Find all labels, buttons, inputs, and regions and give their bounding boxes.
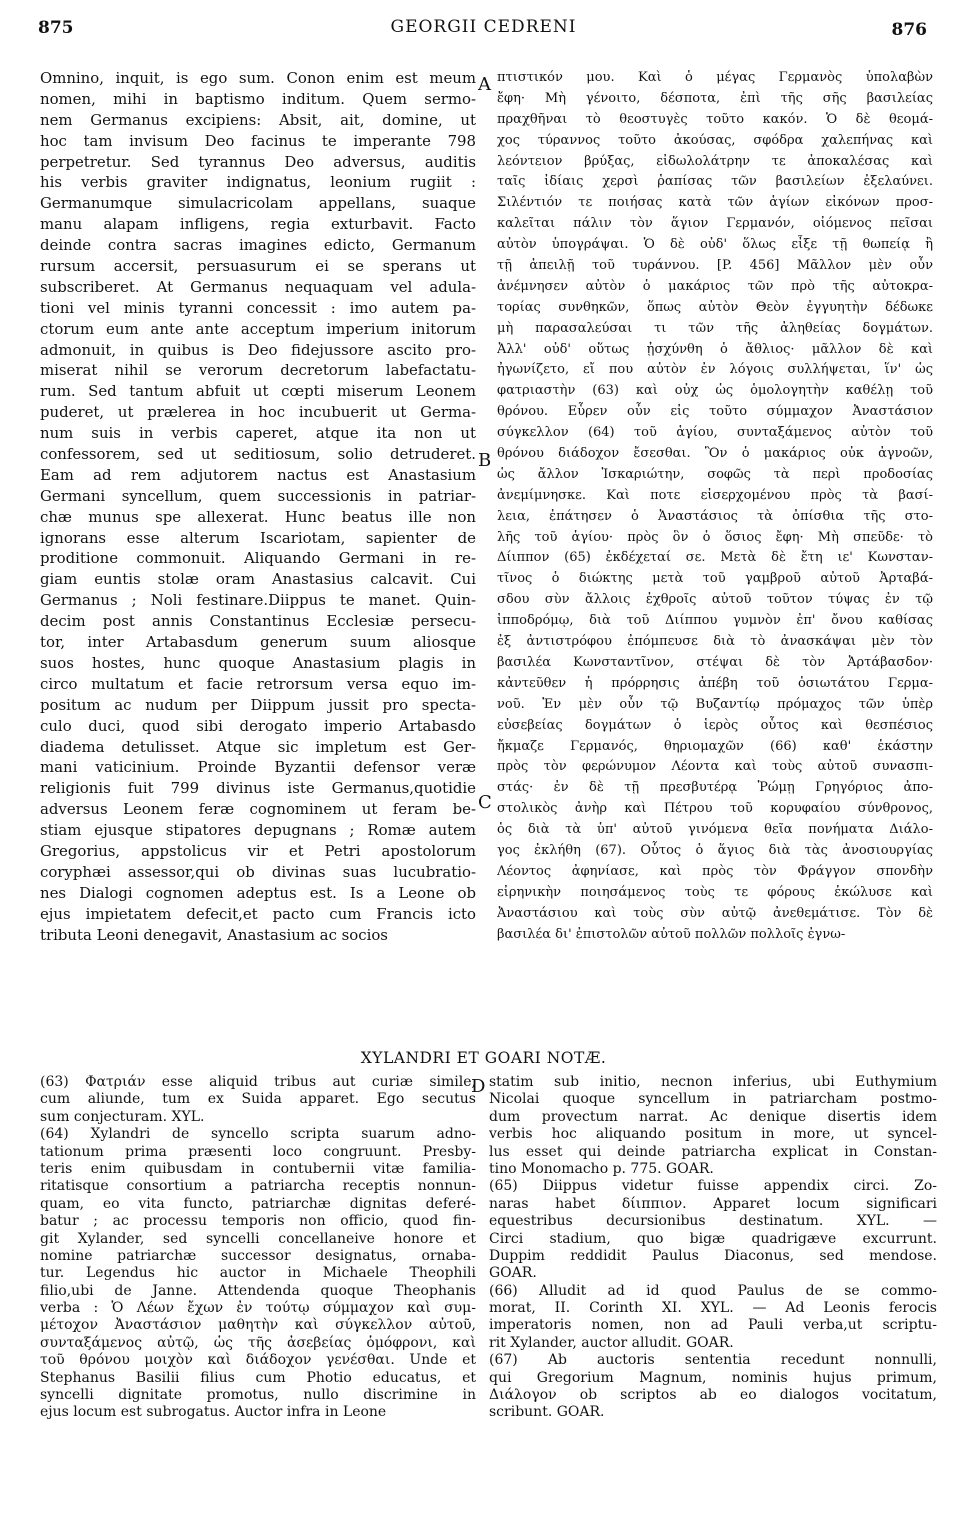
text-line: equestribus decursionibus destinatum. XYL. —	[489, 1213, 937, 1230]
text-line: puderet, ut prælerea in hoc incubuerit ut Germa-	[40, 403, 476, 422]
text-line: πραχθῆναι τὸ θεοστυγὲς τοῦτο κακόν. Ὁ δὲ θεομά-	[497, 111, 933, 127]
margin-letter-a: A	[478, 74, 491, 95]
text-line: dum provectum narrat. Ac denique disertis idem	[489, 1108, 937, 1125]
text-line: εἰρηνικὴν ποιησάμενος τοὺς τε φόρους ἐκώλυσε καὶ	[497, 884, 933, 900]
text-line: positum ac nudum per Diippum jussit pro specta-	[40, 695, 476, 714]
text-line: chæ munus spe allexerat. Hunc beatus ille non	[40, 507, 476, 526]
text-line: suos hostes, hunc quoque Anastasium plagis in	[40, 653, 476, 672]
text-line: τῇ ἀπειλῇ τοῦ τυράννου. [P. 456] Μᾶλλον μὲν οὖν	[497, 258, 933, 274]
text-line: mani vaticinium. Proinde Byzantii defensor veræ	[40, 758, 476, 777]
text-line: μὴ παρασαλεύσαι τι τῶν τῆς ἀληθείας δογμάτων.	[497, 320, 933, 336]
text-line: verba : Ὁ Λέων ἔχων ἐν τούτῳ σύμμαχον καὶ συμ-	[40, 1300, 476, 1317]
margin-letter-b: B	[478, 450, 492, 471]
text-line: κἀντεῦθεν ἡ πρόρρησις ἀπέβη τοῦ ὁσιωτάτου Γερμα-	[497, 675, 933, 691]
text-line: stiam ejusque stipatores depugnans ; Romæ autem	[40, 821, 476, 840]
text-line: (66) Alludit ad id quod Paulus de se commo-	[489, 1282, 937, 1299]
text-line: Circi stadium, quo bigæ quadrigæve excurrunt.	[489, 1230, 937, 1247]
text-line: χος τύραννος τοῦτο ἀκούσας, σφόδρα χαλεπήνας καὶ	[497, 132, 933, 148]
text-line: αὐτὸν ὑπογράψαι. Ὁ δὲ οὐδ' ὅλως εἶξε τῇ θωπείᾳ ἢ	[497, 237, 933, 253]
text-line: στάς· ἐν δὲ τῇ πρεσβυτέρᾳ Ῥώμῃ Γρηγόριος ἀπο-	[497, 780, 933, 796]
margin-letter-d: D	[471, 1076, 486, 1097]
text-line: συνταξάμενος αὐτῷ, ὡς τῆς ἀσεβείας ὁμόφρονι, καὶ	[40, 1334, 476, 1351]
text-line: diadema detulisset. Atque sic impletum est Ger-	[40, 737, 476, 756]
text-line: ἠγωνίζετο, εἴ που αὐτὸν ἐν λόγοις συλλήψεται, ἵν' ὡς	[497, 362, 933, 378]
text-line: miserat nihil se verorum decretorum labefactatu-	[40, 361, 476, 380]
text-line: σύγκελλον (64) τοῦ ἁγίου, συνταξάμενος αὐτὸν τοῦ	[497, 425, 933, 441]
text-line: religionis fuit 799 divinus iste Germanus,quotidie	[40, 779, 476, 798]
text-line: ἤκμαζε Γερμανός, θηριομαχῶν (66) καθ' ἑκάστην	[497, 738, 933, 754]
text-line: Eam ad rem adjutorem nactus est Anastasium	[40, 465, 476, 484]
notes-heading: XYLANDRI ET GOARI NOTÆ.	[360, 1049, 607, 1067]
text-line: Gregorius, appstolicus vir et Petri apostolorum	[40, 841, 476, 860]
text-line: Duppim reddidit Paulus Diaconus, sed mendose.	[489, 1247, 937, 1264]
text-line: Germanus ; Noli festinare.Diippus te manet. Quin-	[40, 591, 476, 610]
text-line: σδου σὺν ἄλλοις ἐχθροῖς αὐτοῦ τοῦτον τύψας ἐν τῷ	[497, 592, 933, 608]
text-line: Ἀναστάσιου καὶ τοὺς σὺν αὐτῷ ἀνεθεμάτισε. Τὸν δὲ	[497, 905, 933, 921]
text-line: scribunt. GOAR.	[489, 1404, 605, 1421]
text-line: θρόνου. Εὗρεν οὖν εἰς τοῦτο σύμμαχον Ἀναστάσιον	[497, 404, 933, 420]
text-line: git Xylander, sed syncelli concellaneive honore et	[40, 1230, 476, 1247]
text-line: batur ; ac processu temporis non officio, quod fin-	[40, 1213, 476, 1230]
text-line: naras habet δίιππιον. Apparet locum significari	[489, 1195, 937, 1212]
text-line: τῖνος ὁ διώκτης μετὰ τοῦ γαμβροῦ αὐτοῦ Ἀρταβά-	[497, 571, 933, 587]
text-line: γος ἐκλήθη (67). Οὗτος ὁ ἅγιος διὰ τὰς ἀνοσιουργίας	[497, 842, 933, 858]
text-line: ignorans esse alterum Iscariotam, sapienter de	[40, 528, 476, 547]
text-line: Germanumque simulacricolam appellans, suaque	[40, 194, 476, 213]
text-line: Λέοντος ἀφηνίασε, καὶ πρὸς τὸν Φράγγον σπονδὴν	[497, 863, 933, 879]
text-line: subscriberet. At Germanus nequaquam vel adula-	[40, 277, 476, 296]
text-line: ὡς ἄλλον Ἰσκαριώτην, σοφῶς τὰ περὶ προδοσίας	[497, 466, 933, 482]
text-line: nomen, mihi in baptismo inditum. Quem sermo-	[40, 89, 476, 108]
text-line: θρόνου διάδοχον ἔσεσθαι. Ὃν ὁ μακάριος οὐκ ἀγνοῶν,	[497, 446, 933, 462]
text-line: imperatoris nomen, non ad Pauli verba,ut scriptu-	[489, 1317, 937, 1334]
text-line: ταῖς ἰδίαις χερσὶ ῥαπίσας τῶν βασιλείων ἐξελαύνει.	[497, 174, 933, 190]
text-line: culo duci, quod sibi derogato imperio Artabasdo	[40, 716, 476, 735]
text-line: βασιλέα Κωνσταντῖνον, στέψαι δὲ τὸν Ἀρτάβασδον·	[497, 654, 933, 670]
text-line: tationum prima præsenti loco congruunt. Presby-	[40, 1143, 476, 1160]
text-line: filio,ubi de Janne. Attendenda quoque Theophanis	[40, 1282, 476, 1299]
text-line: (65) Diippus videtur fuisse appendix circi. Zo-	[489, 1178, 937, 1195]
text-line: syncelli dignitate promotus, nullo discrimine in	[40, 1387, 476, 1404]
text-line: τοῦ θρόνου μοιχὸν καὶ διάδοχον γενέσθαι. Unde et	[40, 1352, 476, 1369]
text-line: circo multatum et facie retrorsum versa equo im-	[40, 674, 476, 693]
text-line: μέτοχον Ἀναστάσιον μαθητὴν καὶ σύγκελλον αὐτοῦ,	[40, 1317, 476, 1334]
text-line: Stephanus Basilii filius cum Photio educatus, et	[40, 1369, 476, 1386]
text-line: tioni vel minis tyranni concessit : imo autem pa-	[40, 298, 476, 317]
text-line: βασιλέα δι' ἐπιστολῶν αὐτοῦ πολλῶν πολλοῖς ἐγνω-	[497, 926, 846, 942]
text-line: tur. Legendus hic auctor in Michaele Theophili	[40, 1265, 476, 1282]
text-line: adversus Leonem feræ cognominem ut feram be-	[40, 800, 476, 819]
text-line: manu alapam infligens, regia exturbavit. Facto	[40, 215, 476, 234]
text-line: Δίιππον (65) ἐκδέχεταί σε. Μετὰ δὲ ἔτη ιε' Κωνσταν-	[497, 550, 933, 566]
text-line: Omnino, inquit, is ego sum. Conon enim est meum	[40, 69, 476, 87]
text-line: λῆς τοῦ ἁγίου· πρὸς ὃν ὁ ὅσιος ἔφη· Μὴ σπεῦδε· τὸ	[497, 529, 933, 545]
text-line: νοῦ. Ἐν μὲν οὖν τῷ Βυζαντίῳ πρόμαχος τῶν ὑπὲρ	[497, 696, 933, 712]
text-line: rursum accersit, persuasurum ei se sperans ut	[40, 257, 476, 276]
text-line: GOAR.	[489, 1265, 537, 1282]
text-line: Nicolai quoque syncellum in patriarcham postmo-	[489, 1091, 937, 1108]
text-line: ritatisque consortium a patriarcha receptis nonnun-	[40, 1178, 476, 1195]
text-line: deinde contra sacras imagines edicto, Germanum	[40, 236, 476, 255]
text-line: Σιλέντιόν τε ποιήσας κατὰ τῶν ἁγίων εἰκόνων προσ-	[497, 195, 933, 211]
text-line: confessorem, sed ut seditiosum, solio detruderet.	[40, 445, 476, 464]
text-line: λεια, ἐπάτησεν ὁ Ἀναστάσιος τὰ ὀπίσθια τῆς στο-	[497, 508, 933, 524]
text-line: φατριαστὴν (63) καὶ οὐχ ὡς ὁμολογητὴν καθέλῃ τοῦ	[497, 383, 933, 399]
text-line: rum. Sed tantum abfuit ut cœpti miserum Leonem	[40, 382, 476, 401]
text-line: Ἀλλ' οὐδ' οὕτως ᾐσχύνθη ὁ ἄθλιος· μᾶλλον δὲ καὶ	[497, 341, 933, 357]
text-line: (63) Φατριάν esse aliquid tribus aut curiæ simile,	[40, 1074, 476, 1090]
latin-column	[40, 68, 476, 945]
text-line: quam, eo vita functo, patriarchæ dignitas deferé-	[40, 1195, 476, 1212]
text-line: verbis hoc aliquando positum in more, ut syncel-	[489, 1126, 937, 1143]
text-line: statim sub initio, necnon inferius, ubi Euthymium	[489, 1074, 937, 1090]
text-line: τορίας συνθηκῶν, ὅπως αὐτὸν Θεὸν ἐγγυητὴν δέδωκε	[497, 299, 933, 315]
text-line: num suis in verbis caperet, atque ita non ut	[40, 424, 476, 443]
text-line: cum aliunde, tum ex Suida apparet. Ego secutus	[40, 1091, 476, 1108]
text-line: εὐσεβείας δογμάτων ὁ ἱερὸς οὗτος καὶ θεσπέσιος	[497, 717, 933, 733]
text-line: sum conjecturam. XYL.	[40, 1108, 205, 1125]
text-line: tributa Leoni denegavit, Anastasium ac socios	[40, 925, 388, 944]
text-line: ἱπποδρόμῳ, διὰ τοῦ Διίππου γυμνὸν ἐπ' ὄνου καθίσας	[497, 613, 933, 629]
text-line: rit Xylander, auctor alludit. GOAR.	[489, 1334, 734, 1351]
text-line: tino Monomacho p. 775. GOAR.	[489, 1160, 714, 1177]
text-line: nes Dialogi cognomen adeptus est. Is a Leone ob	[40, 883, 476, 902]
margin-letter-c: C	[478, 792, 492, 813]
text-line: admonuit, in quibus is Deo fidejussore ascito pro-	[40, 340, 476, 359]
text-line: καλεῖται πάλιν τὸν ἅγιον Γερμανόν, οἰόμενος πεῖσαι	[497, 216, 933, 232]
text-line: morat, II. Corinth XI. XYL. — Ad Leonis ferocis	[489, 1300, 937, 1317]
page-header	[0, 12, 967, 40]
notes-right-column	[489, 1074, 937, 1422]
text-line: nomine patriarchæ successor designatus, ornaba-	[40, 1247, 476, 1264]
text-line: teris enim quibusdam in contubernii vitæ familia-	[40, 1160, 476, 1177]
text-line: ἐξ ἀντιστρόφου ἐπόμπευσε διὰ τὸ ἀνασκάψαι μὲν τὸν	[497, 634, 933, 650]
text-line: tor, inter Artabasdum generum suum aliosque	[40, 633, 476, 652]
text-line: proditione commonuit. Aliquando Germani in re-	[40, 549, 476, 568]
text-line: hoc tam invisum Deo facinus te imperante 798	[40, 131, 476, 150]
text-line: λεόντειον βρύξας, εἰδωλολάτρην τε ἀποκαλέσας καὶ	[497, 153, 933, 169]
text-line: Germani syncellum, quem successionis in patriar-	[40, 486, 476, 505]
text-line: nem Germanus excipiens: Absit, ait, domine, ut	[40, 110, 476, 129]
text-line: his verbis graviter indignatus, leonium rugiit :	[40, 173, 476, 192]
text-line: ctorum eum ante ante acceptum imperium initorum	[40, 319, 476, 338]
text-line: πρὸς τὸν φερώνυμον Λέοντα καὶ τοὺς αὐτοῦ συνασπι-	[497, 759, 933, 775]
text-line: (64) Xylandri de syncello scripta suarum adno-	[40, 1126, 476, 1143]
text-line: giam euntis stolæ oram Anastasius calcavit. Cui	[40, 570, 476, 589]
greek-column	[497, 68, 933, 945]
text-line: perpetretur. Sed tyrannus Deo adversus, auditis	[40, 152, 476, 171]
text-line: ἔφη· Μὴ γένοιτο, δέσποτα, ἐπὶ τῆς σῆς βασιλείας	[497, 90, 933, 106]
page-number-right: 876	[891, 20, 927, 40]
text-line: ejus locum est subrogatus. Auctor infra in Leone	[40, 1404, 387, 1421]
running-title: GEORGII CEDRENI	[390, 17, 577, 37]
text-line: ὁς διὰ τὰ ὑπ' αὐτοῦ γινόμενα θεῖα πονήματα Διάλο-	[497, 822, 933, 838]
text-line: (67) Ab auctoris sententia recedunt nonnulli,	[489, 1352, 937, 1369]
text-line: Διάλογον ob scriptos ab eo dialogos vocitatum,	[489, 1387, 937, 1404]
text-line: coryphæi assessor,qui ob divinas suas lucubratio-	[40, 862, 476, 881]
page-number-left: 875	[38, 18, 74, 38]
text-line: ejus impietatem defecit,et pacto cum Francis icto	[40, 904, 476, 923]
text-line: στολικὸς ἀνὴρ καὶ Πέτρου τοῦ κορυφαίου σύνθρονος,	[497, 801, 933, 817]
text-line: decim post annis Constantinus Ecclesiæ persecu-	[40, 612, 476, 631]
text-line: ἀνεμίμνησκε. Καὶ ποτε εἰσερχομένου πρὸς τὰ βασί-	[497, 487, 933, 503]
text-line: ἀνέμνησεν αὐτὸν ὁ μακάριος τῶν πρὸ τῆς αὐτοκρα-	[497, 278, 933, 294]
notes-left-column	[40, 1074, 476, 1422]
text-line: lus esset qui deinde patriarcha explicat in Constan-	[489, 1143, 937, 1160]
text-line: πτιστικόν μου. Καὶ ὁ μέγας Γερμανὸς ὑπολαβὼν	[497, 70, 933, 85]
text-line: qui Gregorium Magnum, nominis hujus primum,	[489, 1369, 937, 1386]
